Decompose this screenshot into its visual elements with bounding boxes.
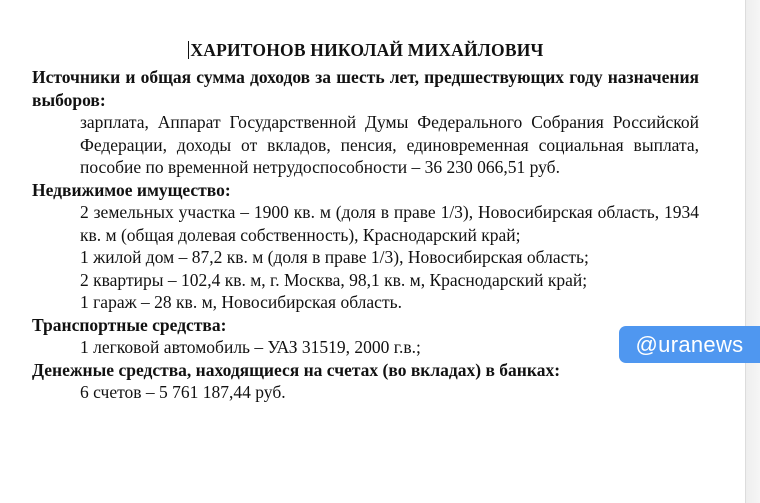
car-text: 1 легковой автомобиль – УАЗ 31519, 2000 г.в.; (80, 337, 421, 357)
bank-accounts-text: 6 счетов – 5 761 187,44 руб. (80, 382, 286, 402)
real-estate-heading: Недвижимое имущество: (32, 179, 231, 200)
garage-text: 1 гараж – 28 кв. м, Новосибирская область. (80, 292, 402, 312)
title-text: ХАРИТОНОВ НИКОЛАЙ МИХАЙЛОВИЧ (190, 40, 544, 60)
income-heading: Источники и общая сумма доходов за шесть лет, предшествующих году назначения выборов: (32, 67, 699, 110)
page-edge-shadow (745, 0, 760, 503)
document-body (32, 66, 699, 404)
uranews-watermark: @uranews (619, 326, 760, 363)
vehicles-heading: Транспортные средства: (32, 314, 227, 335)
bank-accounts-heading: Денежные средства, находящиеся на счетах (во вкладах) в банках: (32, 359, 561, 380)
apartments-text: 2 квартиры – 102,4 кв. м, г. Москва, 98,1 кв. м, Краснодарский край; (80, 269, 588, 290)
document-title (0, 40, 732, 61)
income-text: зарплата, Аппарат Государственной Думы Федерального Собрания Российской Федерации, доходы от вкладов, пенсия, единовременная социальная выплата, пособие по временной нетрудоспособности – 36 230 066,51 руб. (80, 112, 699, 177)
house-text: 1 жилой дом – 87,2 кв. м (доля в праве 1/3), Новосибирская область; (80, 247, 589, 267)
land-plots-text: 2 земельных участка – 1900 кв. м (доля в праве 1/3), Новосибирская область, 1934 кв. м (общая долевая собственность), Краснодарский край; (80, 202, 699, 245)
